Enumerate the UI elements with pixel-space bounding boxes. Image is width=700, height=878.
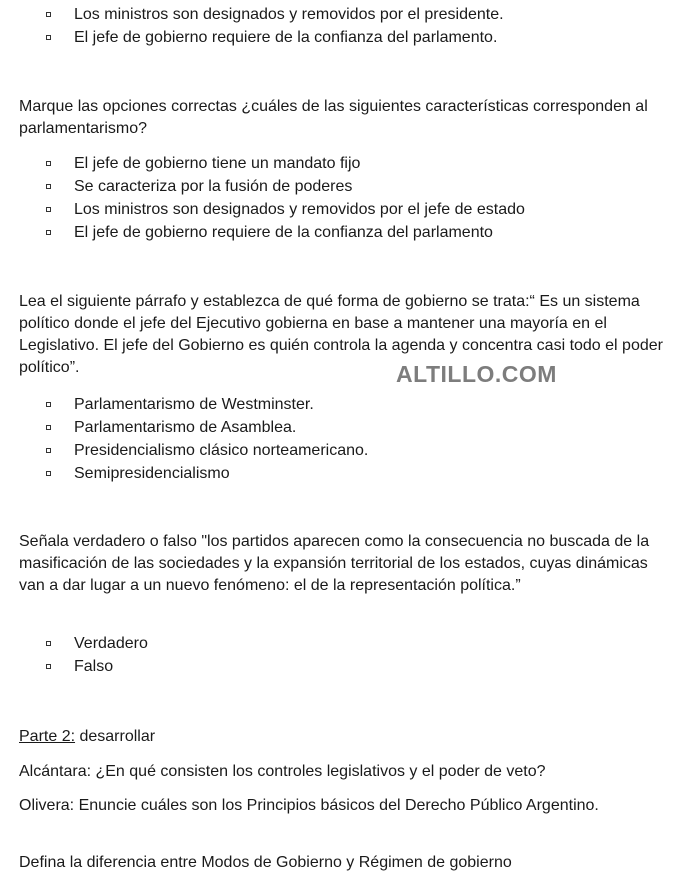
top-option-list [0, 4, 660, 50]
option-label: El jefe de gobierno requiere de la confianza del parlamento. [74, 29, 498, 46]
question-forma-gobierno: Lea el siguiente párrafo y establezca de qué forma de gobierno se trata:“ Es un sistema político donde el jefe del Ejecutivo gobierna en base a mantener una mayoría en el Legislativo. El jefe del Gobierno es quién controla la agenda y concentra casi todo el poder político”. [19, 293, 663, 376]
option-item [0, 394, 660, 417]
option-item [0, 440, 660, 463]
option-item [0, 27, 660, 50]
option-label: Los ministros son designados y removidos por el presidente. [74, 6, 504, 23]
square-bullet-icon [46, 471, 51, 476]
altillo-watermark: ALTILLO.COM [396, 361, 557, 387]
square-bullet-icon [46, 448, 51, 453]
option-item [0, 153, 660, 176]
verdadero-falso-option-list [0, 633, 660, 679]
option-label: Presidencialismo clásico norteamericano. [74, 442, 369, 459]
forma-gobierno-option-list [0, 394, 660, 486]
option-item [0, 633, 660, 656]
option-item [0, 656, 660, 679]
question-parlamentarismo: Marque las opciones correctas ¿cuáles de las siguientes características corresponden al parlamentarismo? [19, 98, 648, 137]
square-bullet-icon [46, 161, 51, 166]
option-label: Se caracteriza por la fusión de poderes [74, 178, 353, 195]
parte2-text: desarrollar [75, 728, 156, 745]
option-item [0, 463, 660, 486]
option-item [0, 4, 660, 27]
option-label: El jefe de gobierno tiene un mandato fijo [74, 155, 361, 172]
square-bullet-icon [46, 184, 51, 189]
question-verdadero-falso: Señala verdadero o falso "los partidos aparecen como la consecuencia no buscada de la masificación de las sociedades y la expansión territorial de los estados, cuyas dinámicas van a dar lugar a un nuevo fenómeno: el de la representación política.” [19, 533, 650, 594]
option-item [0, 222, 660, 245]
option-item [0, 417, 660, 440]
option-label: El jefe de gobierno requiere de la confianza del parlamento [74, 224, 493, 241]
option-item [0, 199, 660, 222]
square-bullet-icon [46, 402, 51, 407]
option-label: Los ministros son designados y removidos por el jefe de estado [74, 201, 525, 218]
square-bullet-icon [46, 641, 51, 646]
parte2-label: Parte 2: [19, 728, 76, 745]
parte2-item: Defina la diferencia entre Modos de Gobierno y Régimen de gobierno [19, 854, 512, 871]
square-bullet-icon [46, 425, 51, 430]
parte2-item: Olivera: Enuncie cuáles son los Principios básicos del Derecho Público Argentino. [19, 797, 599, 814]
option-label: Semipresidencialismo [74, 465, 230, 482]
square-bullet-icon [46, 664, 51, 669]
option-item [0, 176, 660, 199]
square-bullet-icon [46, 12, 51, 17]
option-label: Verdadero [74, 635, 148, 652]
parlamentarismo-option-list [0, 153, 660, 245]
parte2-heading [19, 726, 674, 748]
square-bullet-icon [46, 207, 51, 212]
square-bullet-icon [46, 230, 51, 235]
square-bullet-icon [46, 35, 51, 40]
option-label: Falso [74, 658, 114, 675]
parte2-item: Alcántara: ¿En qué consisten los controles legislativos y el poder de veto? [19, 763, 546, 780]
option-label: Parlamentarismo de Westminster. [74, 396, 314, 413]
option-label: Parlamentarismo de Asamblea. [74, 419, 297, 436]
